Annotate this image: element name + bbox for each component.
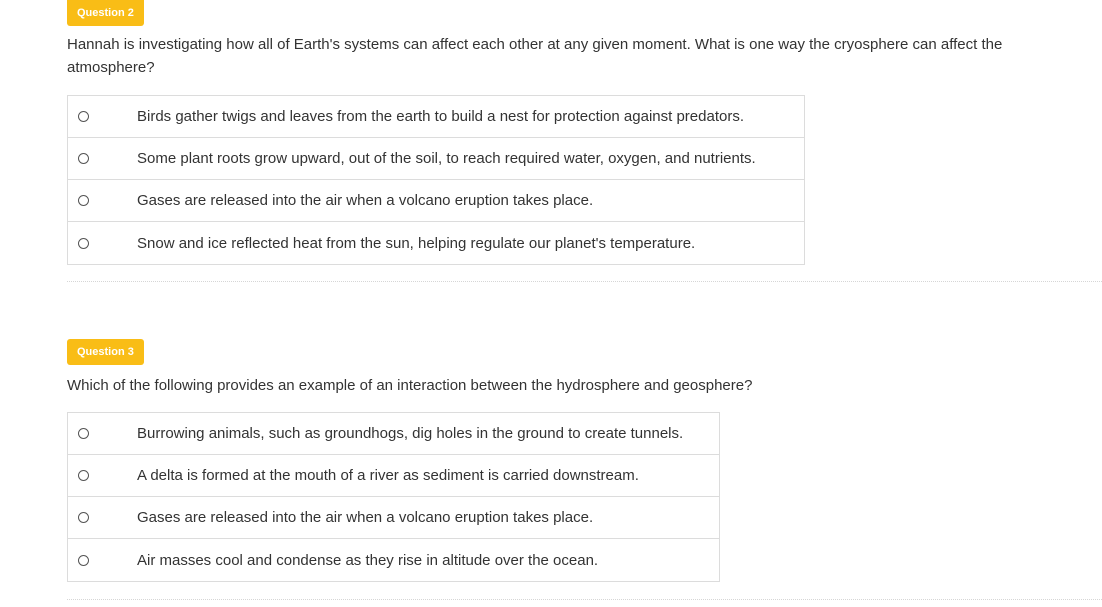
- answer-choice-c[interactable]: [68, 497, 719, 539]
- radio-cell: [68, 238, 137, 249]
- answer-choice-b[interactable]: [68, 455, 719, 497]
- radio-button[interactable]: [78, 195, 89, 206]
- choice-label: Some plant roots grow upward, out of the soil, to reach required water, oxygen, and nutrients.: [137, 150, 756, 167]
- answer-choices: [67, 412, 720, 582]
- radio-cell: [68, 470, 137, 481]
- answer-choice-d[interactable]: [68, 222, 804, 264]
- answer-choice-d[interactable]: [68, 539, 719, 581]
- question-number-badge: Question 3: [67, 339, 144, 365]
- radio-button[interactable]: [78, 512, 89, 523]
- choice-label: Birds gather twigs and leaves from the earth to build a nest for protection against predators.: [137, 108, 745, 125]
- question-2: [67, 0, 1102, 252]
- radio-button[interactable]: [78, 555, 89, 566]
- radio-button[interactable]: [78, 238, 89, 249]
- question-divider: [67, 281, 1102, 282]
- question-3: [67, 339, 1102, 569]
- radio-button[interactable]: [78, 111, 89, 122]
- radio-cell: [68, 195, 137, 206]
- answer-choices: [67, 95, 805, 265]
- question-prompt: Which of the following provides an example of an interaction between the hydrosphere and geosphere?: [67, 377, 753, 394]
- radio-cell: [68, 512, 137, 523]
- radio-cell: [68, 428, 137, 439]
- question-number-badge: Question 2: [67, 0, 144, 26]
- question-prompt: Hannah is investigating how all of Earth's systems can affect each other at any given moment. What is one way the cryosphere can affect the atmosphere?: [67, 36, 1003, 76]
- choice-label: A delta is formed at the mouth of a river as sediment is carried downstream.: [137, 467, 639, 484]
- radio-button[interactable]: [78, 153, 89, 164]
- radio-cell: [68, 111, 137, 122]
- radio-button[interactable]: [78, 470, 89, 481]
- choice-label: Gases are released into the air when a volcano eruption takes place.: [137, 509, 594, 526]
- choice-label: Snow and ice reflected heat from the sun, helping regulate our planet's temperature.: [137, 234, 696, 252]
- answer-choice-b[interactable]: [68, 138, 804, 180]
- radio-button[interactable]: [78, 428, 89, 439]
- answer-choice-c[interactable]: [68, 180, 804, 222]
- answer-choice-a[interactable]: [68, 413, 719, 455]
- radio-cell: [68, 555, 137, 566]
- answer-choice-a[interactable]: [68, 96, 804, 138]
- choice-label: Burrowing animals, such as groundhogs, dig holes in the ground to create tunnels.: [137, 425, 684, 442]
- radio-cell: [68, 153, 137, 164]
- question-divider: [67, 599, 1102, 600]
- choice-label: Air masses cool and condense as they rise in altitude over the ocean.: [137, 551, 599, 569]
- choice-label: Gases are released into the air when a volcano eruption takes place.: [137, 192, 594, 209]
